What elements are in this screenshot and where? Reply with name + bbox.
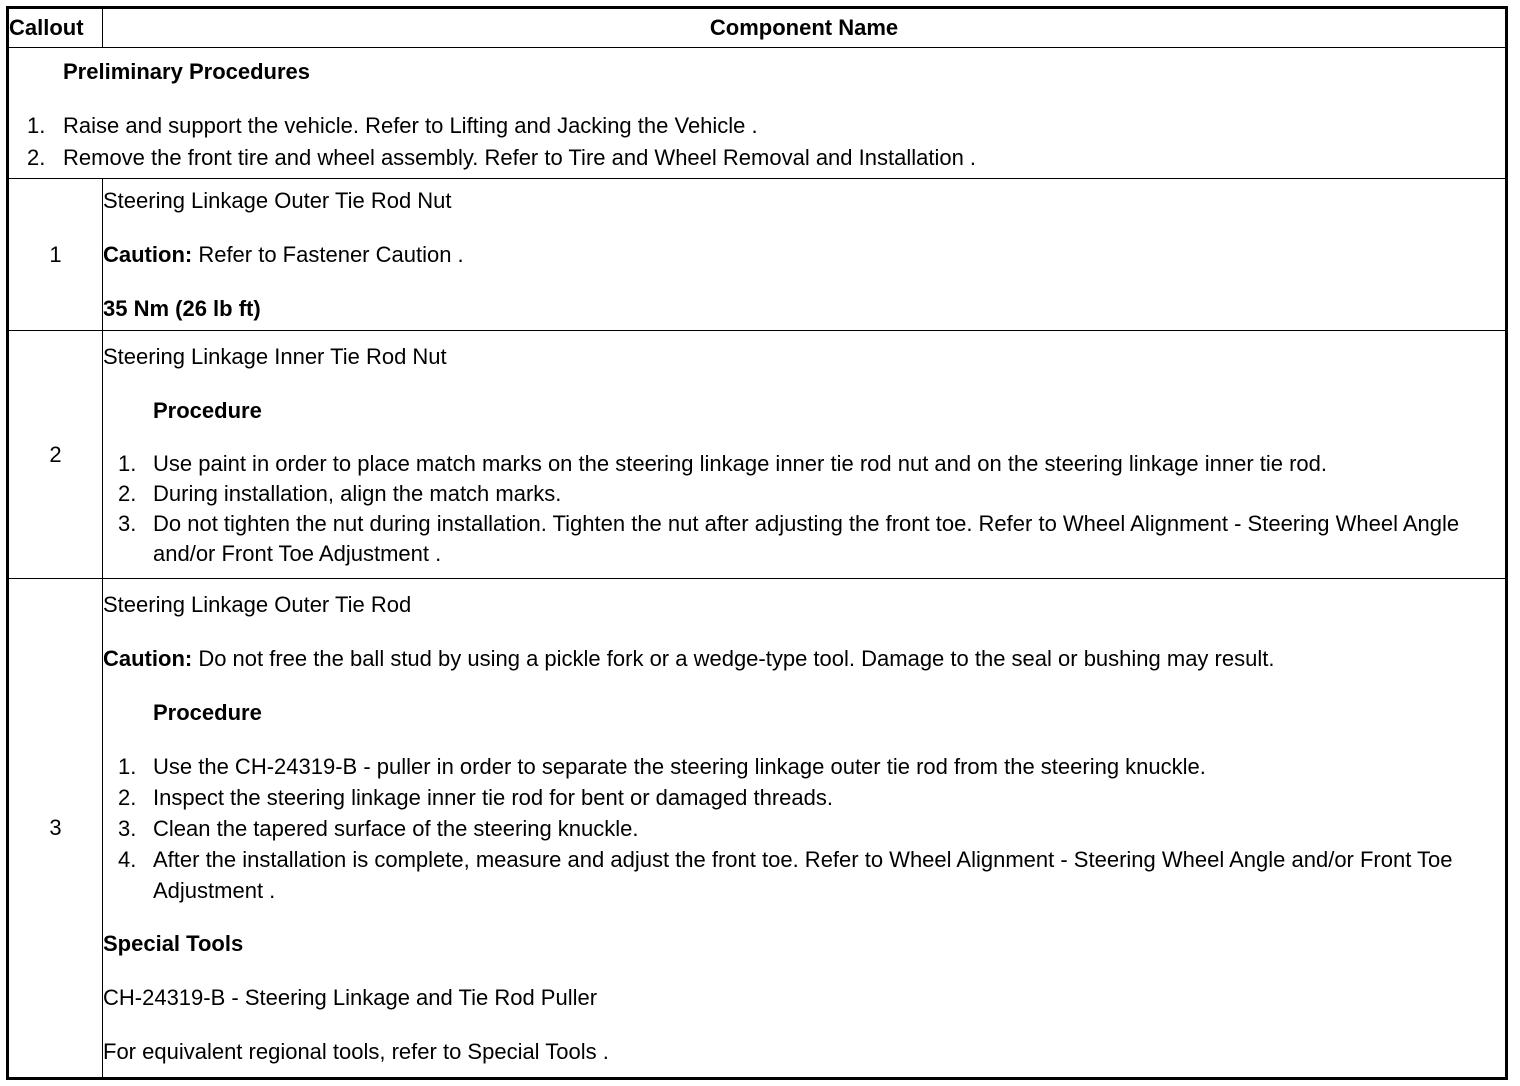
component-name: Steering Linkage Outer Tie Rod [103, 591, 412, 617]
component-name: Steering Linkage Inner Tie Rod Nut [103, 343, 447, 369]
component-table [6, 6, 1508, 1080]
list-item: 2. Inspect the steering linkage inner tie rod for bent or damaged threads. [118, 784, 833, 810]
component-cell [103, 331, 1507, 579]
callout-column-header: Callout [8, 8, 103, 48]
table-row [8, 579, 1507, 1079]
list-item: 3. Clean the tapered surface of the steering knuckle. [118, 815, 639, 841]
component-cell [103, 179, 1507, 331]
component-name: Steering Linkage Outer Tie Rod Nut [103, 187, 452, 213]
list-item: 1. Raise and support the vehicle. Refer to Lifting and Jacking the Vehicle . [27, 113, 758, 138]
caution-text: Caution: Refer to Fastener Caution . [103, 241, 464, 267]
equivalent-tools-note: For equivalent regional tools, refer to Special Tools . [103, 1038, 609, 1064]
special-tools-title: Special Tools [103, 930, 244, 956]
table-header-row [8, 8, 1507, 48]
preliminary-procedures-title: Preliminary Procedures [63, 59, 311, 84]
list-item: 1. Use paint in order to place match marks on the steering linkage inner tie rod nut and on the steering linkage inner tie rod. [118, 450, 1328, 476]
caution-label: Caution: [103, 645, 193, 671]
procedure-title: Procedure [153, 397, 262, 423]
callout-number: 3 [8, 579, 103, 1079]
callout-number: 2 [8, 331, 103, 579]
torque-spec: 35 Nm (26 lb ft) [103, 295, 261, 321]
preliminary-procedures-row [8, 48, 1507, 179]
list-item: 1. Use the CH-24319-B - puller in order to separate the steering linkage outer tie rod from the steering knuckle. [118, 753, 1206, 779]
list-item: 4. After the installation is complete, measure and adjust the front toe. Refer to Wheel Alignment - Steering Wheel Angle and/or Front Toe Adjustment . [118, 846, 1453, 903]
list-item: 2. During installation, align the match marks. [118, 480, 562, 506]
caution-label: Caution: [103, 241, 193, 267]
procedure-steps-list [103, 449, 1505, 569]
list-item: 3. Do not tighten the nut during installation. Tighten the nut after adjusting the front toe. Refer to Wheel Alignment - Steering Wheel Angle and/or Front Toe Adjustment . [118, 510, 1460, 566]
procedure-steps-list [103, 751, 1505, 906]
caution-text: Caution: Do not free the ball stud by using a pickle fork or a wedge-type tool. Damage to the seal or bushing may result. [103, 645, 1275, 671]
table-row [8, 331, 1507, 579]
component-name-column-header: Component Name [103, 8, 1507, 48]
list-item: 2. Remove the front tire and wheel assembly. Refer to Tire and Wheel Removal and Installation . [27, 145, 977, 170]
table-row [8, 179, 1507, 331]
special-tool-item: CH-24319-B - Steering Linkage and Tie Rod Puller [103, 984, 598, 1010]
preliminary-steps-list [9, 110, 1499, 174]
component-cell [103, 579, 1507, 1079]
callout-number: 1 [8, 179, 103, 331]
procedure-title: Procedure [153, 699, 262, 725]
preliminary-procedures-cell [8, 48, 1507, 179]
